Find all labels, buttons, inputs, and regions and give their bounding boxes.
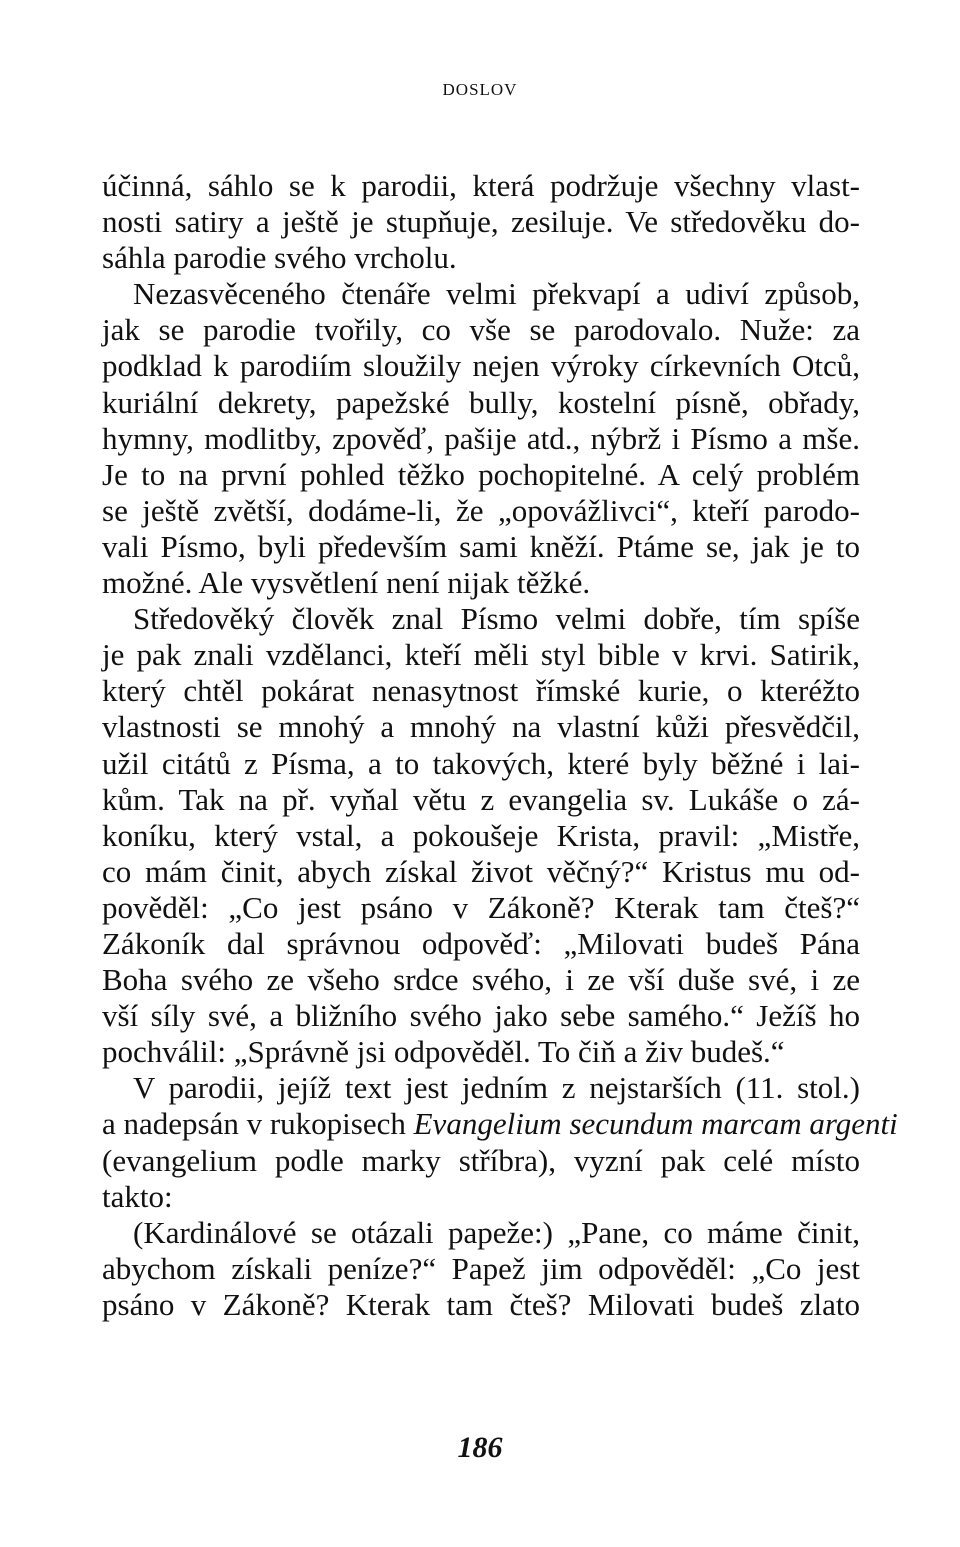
text-line: Zákoník dal správnou odpověď: „Milovati budeš Pána [102, 925, 860, 961]
italic-title: Evangelium secundum marcam argenti [413, 1106, 898, 1142]
text-line: co mám činit, abych získal život věčný?“ Kristus mu od- [102, 853, 860, 889]
text-line: možné. Ale vysvětlení není nijak těžké. [102, 565, 591, 601]
text-line: pochválil: „Správně jsi odpověděl. To čiň a živ budeš.“ [102, 1034, 785, 1070]
text-line: pověděl: „Co jest psáno v Zákoně? Kterak tam čteš?“ [102, 889, 860, 925]
text-line: vali Písmo, byli především sami kněží. Ptáme se, jak je to [102, 528, 860, 564]
body-text [102, 168, 898, 1323]
text-line: Nezasvěceného čtenáře velmi překvapí a udiví způsob, [133, 276, 860, 312]
text-line: sáhla parodie svého vrcholu. [102, 240, 457, 276]
text-line: takto: [102, 1178, 173, 1214]
text-line: kům. Tak na př. vyňal větu z evangelia sv. Lukáše o zá- [102, 781, 860, 817]
text-line: vlastnosti se mnohý a mnohý na vlastní kůži přesvědčil, [102, 709, 860, 745]
text-line: kuriální dekrety, papežské bully, kostelní písně, obřady, [102, 384, 860, 420]
quote-line: (Kardinálové se otázali papeže:) „Pane, co máme činit, [133, 1214, 860, 1250]
text-line: V parodii, jejíž text jest jedním z nejstarších (11. stol.) [133, 1070, 860, 1106]
text-line: se ještě zvětší, dodáme-li, že „opovážlivci“, kteří parodo- [102, 492, 860, 528]
text-line: Boha svého ze všeho srdce svého, i ze vší duše své, i ze [102, 962, 860, 998]
quote-line: psáno v Zákoně? Kterak tam čteš? Milovati budeš zlato [102, 1286, 860, 1322]
text-line: vší síly své, a bližního svého jako sebe samého.“ Ježíš ho [102, 998, 860, 1034]
text-line: Je to na první pohled těžko pochopitelné. A celý problém [102, 456, 860, 492]
text-line: hymny, modlitby, zpověď, pašije atd., nýbrž i Písmo a mše. [102, 420, 860, 456]
text-fragment: a nadepsán v rukopisech [102, 1106, 414, 1142]
text-line: koníku, který vstal, a pokoušeje Krista, pravil: „Mistře, [102, 817, 860, 853]
running-head: DOSLOV [442, 80, 518, 99]
text-line-with-italic-title [102, 1106, 898, 1142]
text-line: nosti satiry a ještě je stupňuje, zesiluje. Ve středověku do- [102, 204, 860, 240]
quote-line: abychom získali peníze?“ Papež jim odpověděl: „Co jest [102, 1250, 860, 1286]
text-line: užil citátů z Písma, a to takových, které byly běžné i lai- [102, 745, 860, 781]
text-line: (evangelium podle marky stříbra), vyzní pak celé místo [102, 1142, 860, 1178]
text-line: který chtěl pokárat nenasytnost římské kurie, o kteréžto [102, 673, 860, 709]
page-number: 186 [457, 1431, 503, 1464]
text-line: je pak znali vzdělanci, kteří měli styl bible v krvi. Satirik, [102, 637, 860, 673]
text-line: Středověký člověk znal Písmo velmi dobře, tím spíše [133, 601, 860, 637]
text-line: jak se parodie tvořily, co vše se parodovalo. Nuže: za [102, 312, 860, 348]
text-line: účinná, sáhlo se k parodii, která podržuje všechny vlast- [102, 168, 860, 203]
text-line: podklad k parodiím sloužily nejen výroky církevních Otců, [102, 348, 860, 384]
